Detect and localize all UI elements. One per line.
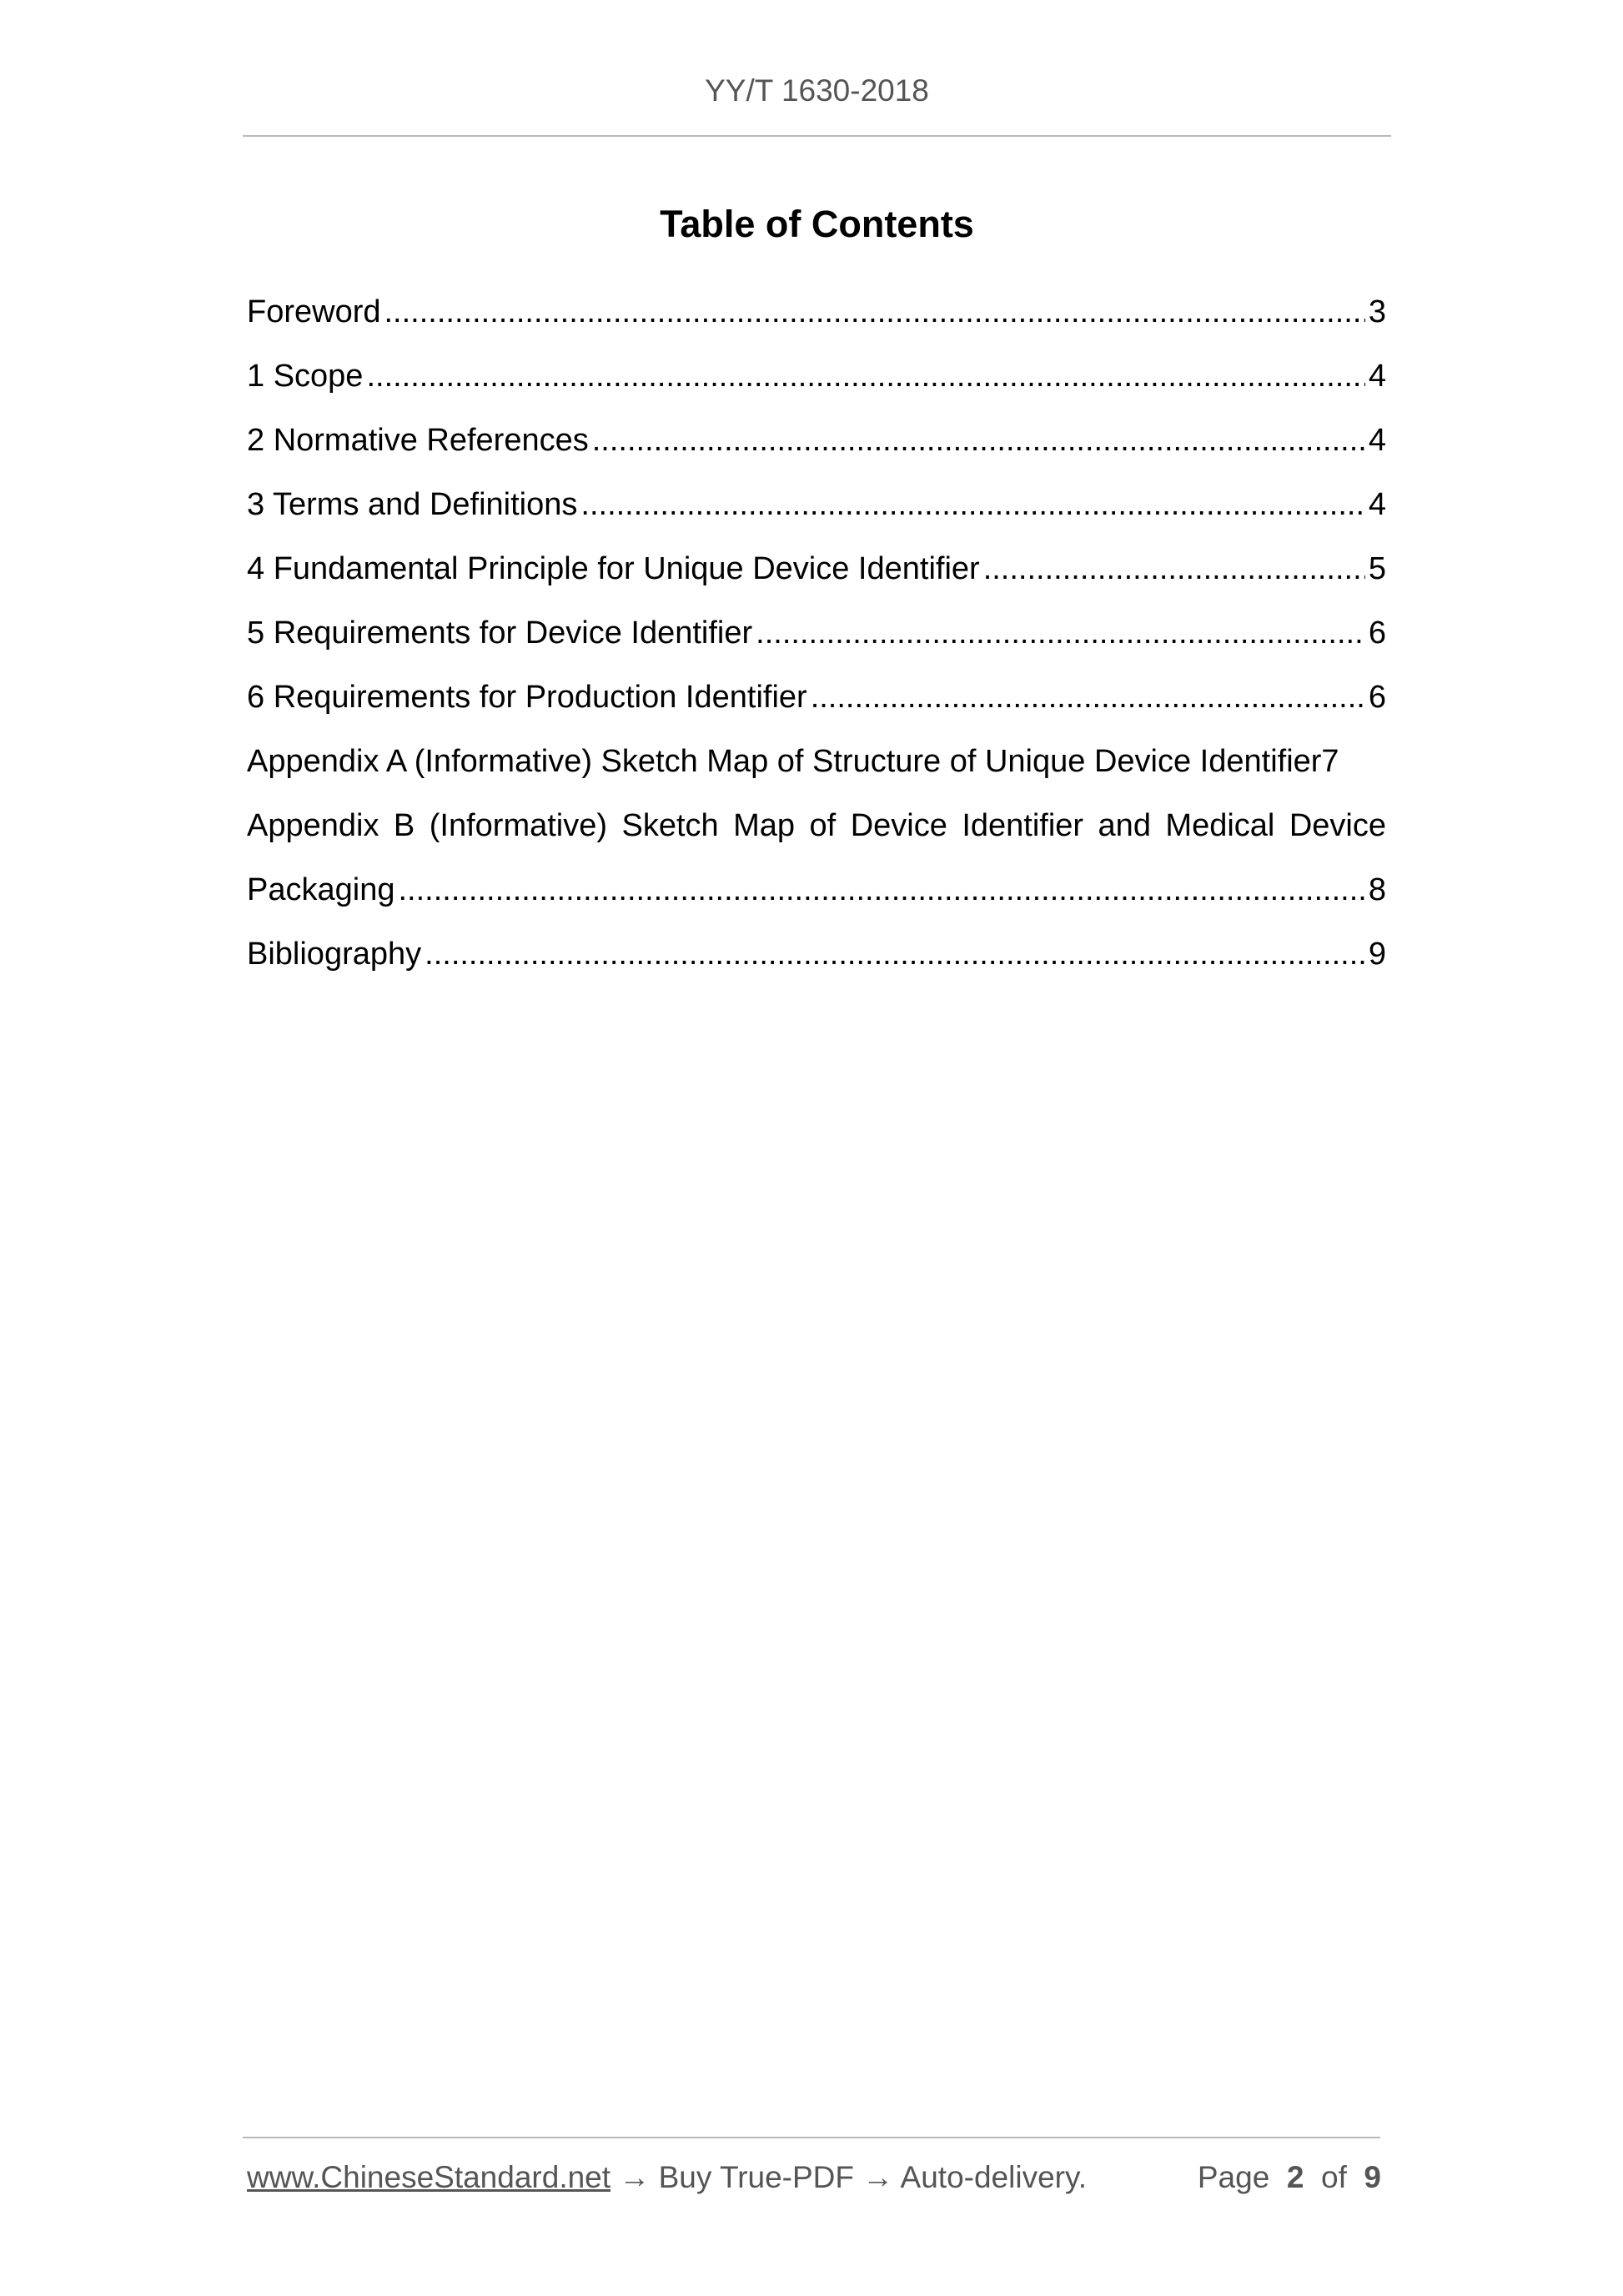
toc-entry-label: 6 Requirements for Production Identifier xyxy=(247,680,807,715)
dot-leader xyxy=(983,537,1365,601)
site-link[interactable]: www.ChineseStandard.net xyxy=(247,2160,611,2194)
toc-entry-production-identifier[interactable] xyxy=(247,666,1386,730)
toc-entry-terms-and-definitions[interactable] xyxy=(247,473,1386,537)
toc-entry-page: 3 xyxy=(1368,294,1386,329)
toc-entry-device-identifier[interactable] xyxy=(247,601,1386,666)
toc-entry-foreword[interactable] xyxy=(247,280,1386,344)
arrow-icon: → xyxy=(862,2160,894,2194)
toc-entry-page: 4 xyxy=(1368,487,1386,522)
toc-entry-page: 9 xyxy=(1368,937,1386,972)
toc-entry-scope[interactable] xyxy=(247,344,1386,409)
toc-entry-appendix-b-line1[interactable] xyxy=(247,794,1386,858)
toc-title: Table of Contents xyxy=(660,203,974,245)
buy-text: Buy True-PDF xyxy=(658,2160,855,2194)
dot-leader xyxy=(580,473,1364,537)
toc-entry-page: 7 xyxy=(1321,744,1339,779)
dot-leader xyxy=(756,601,1365,666)
toc-entry-page: 4 xyxy=(1368,423,1386,458)
toc-entry-normative-references[interactable] xyxy=(247,409,1386,473)
toc-entry-label: Appendix B (Informative) Sketch Map of Device Identifier and Medical Device xyxy=(247,808,1386,843)
footer-promo xyxy=(247,2160,1087,2195)
toc-entry-label: 5 Requirements for Device Identifier xyxy=(247,615,753,651)
toc-entry-label: 2 Normative References xyxy=(247,423,589,458)
toc-entry-appendix-b-line2[interactable] xyxy=(247,858,1386,922)
dot-leader xyxy=(398,858,1364,922)
current-page: 2 xyxy=(1286,2160,1304,2194)
toc-entry-label: 1 Scope xyxy=(247,359,364,394)
dot-leader xyxy=(384,280,1365,344)
page-footer xyxy=(247,2160,1381,2195)
toc-entry-label: 3 Terms and Definitions xyxy=(247,487,578,522)
toc-entry-label: Bibliography xyxy=(247,937,422,972)
delivery-text: Auto-delivery. xyxy=(900,2160,1088,2194)
toc-entry-page: 8 xyxy=(1368,872,1386,907)
toc-entry-appendix-a[interactable] xyxy=(247,730,1386,794)
dot-leader xyxy=(425,922,1365,987)
toc-entry-page: 6 xyxy=(1368,615,1386,651)
toc-entry-label: Packaging xyxy=(247,872,395,907)
page-counter xyxy=(1198,2160,1381,2195)
footer-divider xyxy=(243,2137,1380,2138)
header-divider xyxy=(243,135,1391,137)
toc-entry-bibliography[interactable] xyxy=(247,922,1386,987)
table-of-contents xyxy=(247,280,1386,987)
document-code-header: YY/T 1630-2018 xyxy=(705,73,929,108)
dot-leader xyxy=(366,344,1364,409)
page-word: Page xyxy=(1197,2160,1270,2194)
of-word: of xyxy=(1321,2160,1347,2194)
toc-entry-page: 5 xyxy=(1368,551,1386,586)
toc-entry-fundamental-principle[interactable] xyxy=(247,537,1386,601)
toc-entry-page: 6 xyxy=(1368,680,1386,715)
toc-entry-page: 4 xyxy=(1368,359,1386,394)
dot-leader xyxy=(811,666,1365,730)
dot-leader xyxy=(592,409,1365,473)
total-pages: 9 xyxy=(1364,2160,1381,2194)
toc-entry-label: Foreword xyxy=(247,294,381,329)
arrow-icon: → xyxy=(619,2160,651,2194)
toc-entry-label: 4 Fundamental Principle for Unique Device Identifier xyxy=(247,551,980,586)
toc-entry-label: Appendix A (Informative) Sketch Map of Structure of Unique Device Identifier xyxy=(247,744,1322,779)
